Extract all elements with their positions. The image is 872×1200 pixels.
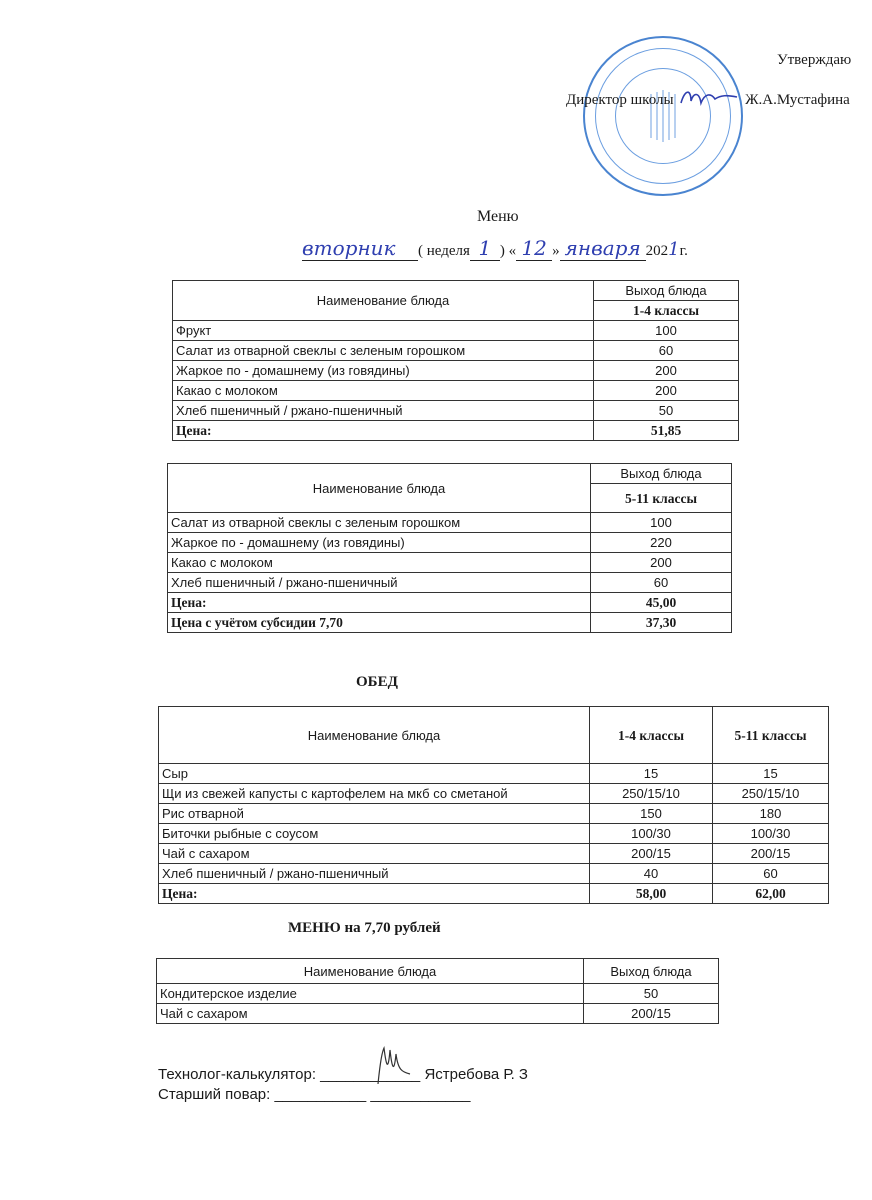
price-value-1-4: 58,00 [590, 884, 713, 904]
dish-output-5-11: 100/30 [713, 824, 829, 844]
breakfast-table-5-11 [167, 463, 732, 633]
dish-output: 100 [591, 513, 732, 533]
price-row [159, 884, 829, 904]
dish-name: Салат из отварной свеклы с зеленым горошком [168, 513, 591, 533]
day-handwritten: вторник [302, 236, 418, 261]
subsidy-price-value: 37,30 [591, 613, 732, 633]
table-row [159, 824, 829, 844]
table-row [159, 804, 829, 824]
senior-cook-label: Старший повар: [158, 1086, 275, 1103]
senior-cook-name-line: ____________ [366, 1086, 471, 1103]
table-row [157, 1004, 719, 1024]
date-open: ) « [499, 243, 517, 259]
price-label: Цена: [173, 421, 594, 441]
dish-output-5-11: 180 [713, 804, 829, 824]
dish-name: Сыр [159, 764, 590, 784]
dish-output: 200 [594, 381, 739, 401]
dish-output-1-4: 200/15 [590, 844, 713, 864]
school-seal [583, 36, 743, 196]
dish-output-1-4: 150 [590, 804, 713, 824]
table-row [173, 361, 739, 381]
dish-name: Чай с сахаром [159, 844, 590, 864]
dish-output: 100 [594, 321, 739, 341]
table-row [159, 864, 829, 884]
director-label: Директор школы [566, 92, 674, 108]
column-header-output: Выход блюда [584, 959, 719, 984]
year-handwritten: 1 [668, 239, 680, 260]
dish-name: Хлеб пшеничный / ржано-пшеничный [168, 573, 591, 593]
table-row [168, 553, 732, 573]
dish-name: Какао с молоком [173, 381, 594, 401]
senior-cook-line [158, 1086, 471, 1103]
senior-cook-signature-line: ___________ [274, 1086, 367, 1103]
price-value: 51,85 [594, 421, 739, 441]
dish-output: 200 [594, 361, 739, 381]
dish-name: Щи из свежей капусты с картофелем на мкб со сметаной [159, 784, 590, 804]
technologist-label: Технолог-калькулятор: [158, 1066, 321, 1083]
lunch-heading: ОБЕД [356, 674, 398, 690]
approve-label: Утверждаю [777, 52, 852, 68]
column-header-name: Наименование блюда [157, 959, 584, 984]
extra-menu-table [156, 958, 719, 1024]
price-label: Цена: [168, 593, 591, 613]
price-row [173, 421, 739, 441]
date-line [302, 236, 688, 261]
breakfast-table-1-4 [172, 280, 739, 441]
dish-name: Биточки рыбные с соусом [159, 824, 590, 844]
dish-output-1-4: 100/30 [590, 824, 713, 844]
dish-output-5-11: 60 [713, 864, 829, 884]
technologist-signature [370, 1044, 414, 1088]
week-label: ( неделя [418, 243, 470, 259]
director-name: Ж.А.Мустафина [745, 92, 850, 108]
dish-name: Кондитерское изделие [157, 984, 584, 1004]
column-header-output: Выход блюда [594, 281, 739, 301]
column-header-1-4: 1-4 классы [590, 707, 713, 764]
table-row [159, 764, 829, 784]
price-row [168, 593, 732, 613]
dish-name: Рис отварной [159, 804, 590, 824]
column-header-name: Наименование блюда [159, 707, 590, 764]
table-row [168, 533, 732, 553]
table-row [157, 984, 719, 1004]
lunch-table [158, 706, 829, 904]
seal-icon [585, 38, 741, 194]
table-row [168, 513, 732, 533]
extra-menu-heading: МЕНЮ на 7,70 рублей [288, 920, 441, 936]
technologist-line [158, 1066, 528, 1083]
director-line [566, 92, 850, 109]
day-number-handwritten: 12 [516, 236, 552, 261]
week-handwritten: 1 [470, 236, 500, 261]
dish-output-5-11: 15 [713, 764, 829, 784]
table-row [168, 573, 732, 593]
price-value: 45,00 [591, 593, 732, 613]
dish-output-1-4: 250/15/10 [590, 784, 713, 804]
year-prefix: 202 [645, 243, 669, 259]
dish-name: Какао с молоком [168, 553, 591, 573]
dish-output: 200/15 [584, 1004, 719, 1024]
column-header-name: Наименование блюда [168, 464, 591, 513]
dish-output-5-11: 250/15/10 [713, 784, 829, 804]
dish-output-1-4: 40 [590, 864, 713, 884]
dish-name: Чай с сахаром [157, 1004, 584, 1024]
menu-title: Меню [477, 208, 519, 225]
month-handwritten: января [560, 236, 646, 261]
dish-name: Жаркое по - домашнему (из говядины) [168, 533, 591, 553]
column-header-5-11: 5-11 классы [713, 707, 829, 764]
year-suffix: г. [679, 243, 688, 259]
table-row [173, 341, 739, 361]
dish-output: 60 [591, 573, 732, 593]
dish-output: 220 [591, 533, 732, 553]
price-value-5-11: 62,00 [713, 884, 829, 904]
dish-name: Салат из отварной свеклы с зеленым горошком [173, 341, 594, 361]
table-row [173, 381, 739, 401]
class-group-header: 5-11 классы [591, 484, 732, 513]
date-close: » [552, 243, 560, 259]
dish-name: Фрукт [173, 321, 594, 341]
dish-name: Жаркое по - домашнему (из говядины) [173, 361, 594, 381]
price-label: Цена: [159, 884, 590, 904]
table-row [173, 321, 739, 341]
subsidy-price-row [168, 613, 732, 633]
dish-output: 200 [591, 553, 732, 573]
dish-name: Хлеб пшеничный / ржано-пшеничный [159, 864, 590, 884]
table-row [159, 844, 829, 864]
dish-output: 50 [584, 984, 719, 1004]
column-header-name: Наименование блюда [173, 281, 594, 321]
class-group-header: 1-4 классы [594, 301, 739, 321]
table-row [159, 784, 829, 804]
table-row [173, 401, 739, 421]
dish-output: 50 [594, 401, 739, 421]
subsidy-price-label: Цена с учётом субсидии 7,70 [168, 613, 591, 633]
director-signature [677, 85, 741, 113]
dish-output: 60 [594, 341, 739, 361]
technologist-name: Ястребова Р. З [420, 1066, 528, 1083]
technologist-signature-line: ____________ [320, 1066, 421, 1083]
dish-name: Хлеб пшеничный / ржано-пшеничный [173, 401, 594, 421]
dish-output-1-4: 15 [590, 764, 713, 784]
column-header-output: Выход блюда [591, 464, 732, 484]
dish-output-5-11: 200/15 [713, 844, 829, 864]
